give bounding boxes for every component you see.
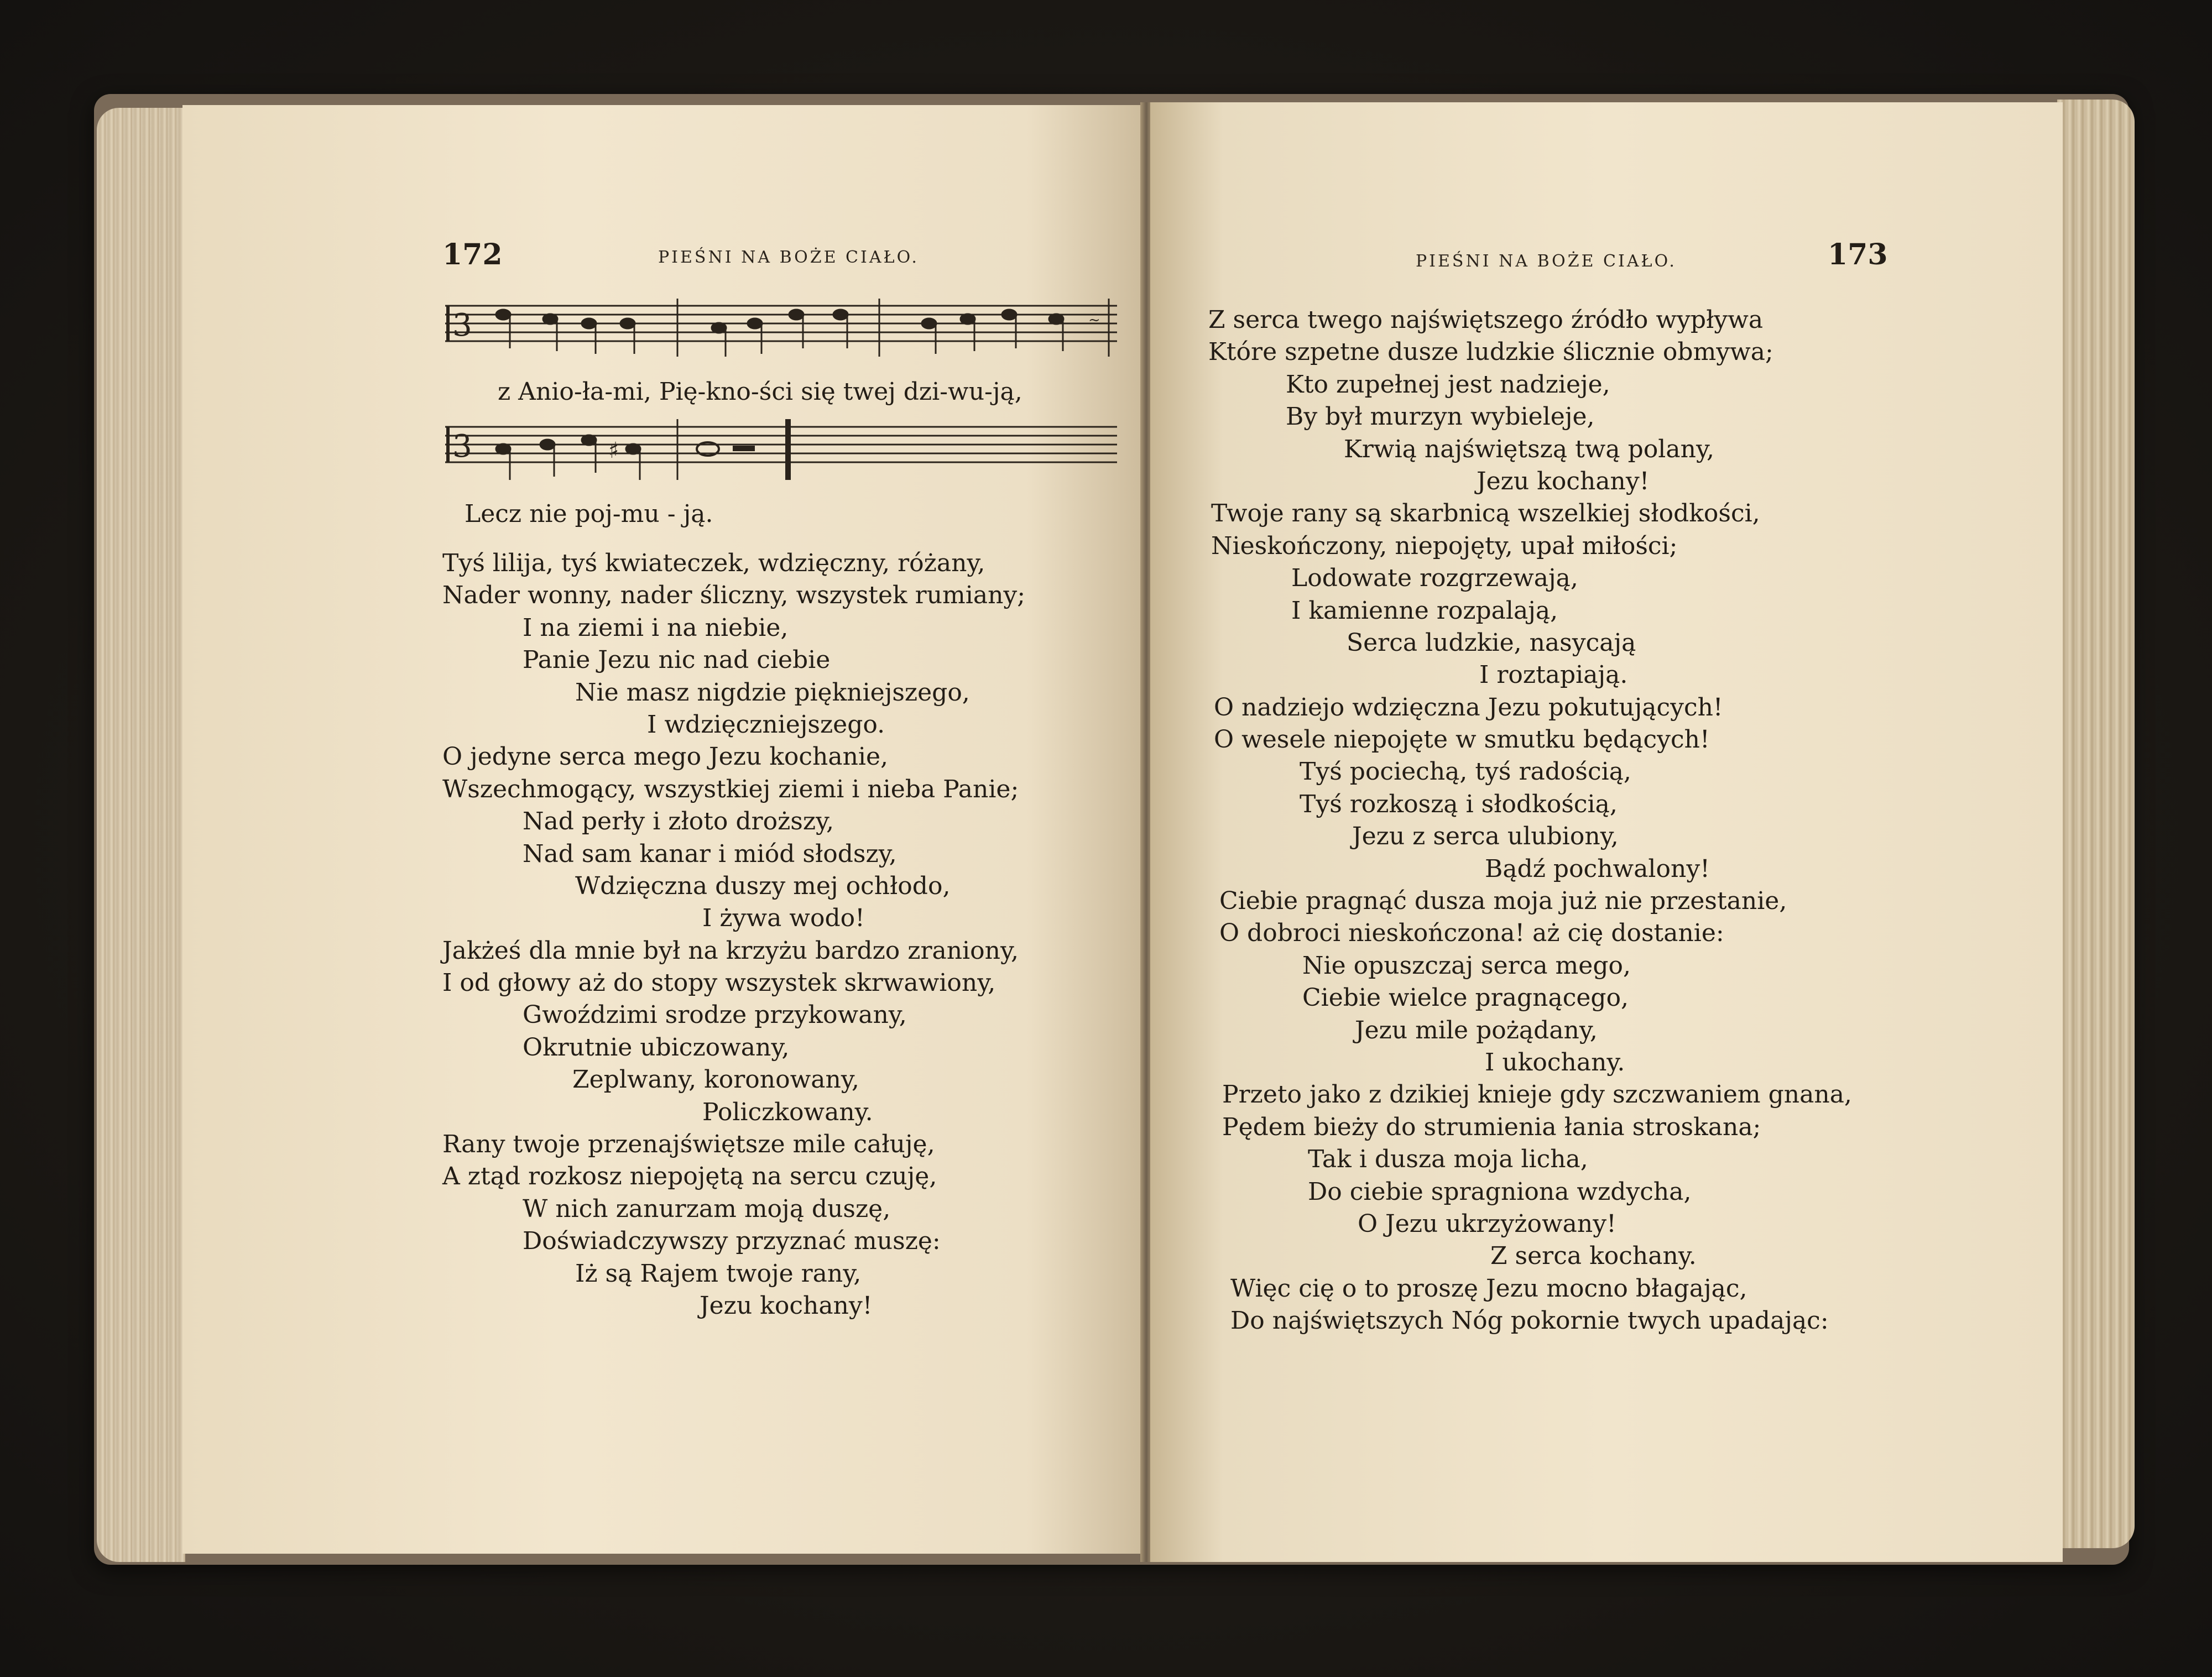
verse-line: Zeplwany, koronowany,	[572, 1065, 859, 1094]
svg-text:~: ~	[1088, 312, 1100, 328]
music-lyrics-1: z Anio-ła-mi, Pię-kno-ści się twej dzi-wu-ją,	[498, 378, 1022, 406]
verse-line: I na ziemi i na niebie,	[523, 613, 789, 642]
verse-line: Tyś pociechą, tyś radością,	[1300, 757, 1631, 786]
verse-line: Jezu kochany!	[1477, 467, 1650, 495]
verse-line: Okrutnie ubiczowany,	[523, 1033, 790, 1062]
verse-line: Do ciebie spragniona wzdycha,	[1308, 1177, 1692, 1206]
verse-line: Nie masz nigdzie piękniejszego,	[575, 678, 970, 707]
verse-line: O nadziejo wdzięczna Jezu pokutujących!	[1214, 693, 1723, 722]
verse-line: Które szpetne dusze ludzkie ślicznie obmywa;	[1208, 338, 1773, 367]
verse-line: Tyś rozkoszą i słodkością,	[1300, 790, 1618, 818]
verse-line: Krwią najświętszą twą polany,	[1344, 435, 1714, 463]
verse-line: Nie opuszczaj serca mego,	[1302, 951, 1631, 980]
left-verse-text	[442, 547, 1025, 1322]
verse-line: O Jezu ukrzyżowany!	[1358, 1209, 1616, 1238]
verse-line: Jezu mile pożądany,	[1355, 1016, 1598, 1044]
verse-line: O wesele niepojęte w smutku będących!	[1214, 725, 1710, 754]
verse-line: Z serca twego najświętszego źródło wypływa	[1208, 306, 1764, 334]
verse-line: Tyś lilija, tyś kwiateczek, wdzięczny, różany,	[442, 549, 985, 577]
verse-line: A ztąd rozkosz niepojętą na sercu czuję,	[442, 1162, 937, 1191]
verse-line: W nich zanurzam moją duszę,	[523, 1194, 891, 1223]
right-page-number: 173	[1828, 238, 1888, 271]
left-running-head: PIEŚNI NA BOŻE CIAŁO.	[658, 248, 919, 267]
svg-text:3: 3	[452, 307, 472, 343]
verse-line: Wdzięczna duszy mej ochłodo,	[575, 871, 951, 900]
right-running-head: PIEŚNI NA BOŻE CIAŁO.	[1416, 252, 1677, 271]
verse-line: I roztapiają.	[1479, 661, 1628, 689]
verse-line: Nader wonny, nader śliczny, wszystek rumiany;	[442, 581, 1026, 610]
verse-line: Jezu kochany!	[700, 1291, 873, 1320]
verse-line: Nieskończony, niepojęty, upał miłości;	[1211, 531, 1678, 560]
verse-line: Serca ludzkie, nasycają	[1347, 628, 1636, 657]
verse-line: Tak i dusza moja licha,	[1308, 1145, 1588, 1174]
verse-line: O dobroci nieskończona! aż cię dostanie:	[1219, 919, 1724, 948]
verse-line: Jezu z serca ulubiony,	[1352, 822, 1619, 851]
verse-line: Doświadczywszy przyznać muszę:	[523, 1227, 941, 1256]
verse-line: Z serca kochany.	[1490, 1242, 1697, 1271]
verse-line: Do najświętszych Nóg pokornie twych upadając:	[1230, 1307, 1829, 1335]
verse-line: Bądź pochwalony!	[1485, 854, 1710, 883]
verse-line: Więc cię o to proszę Jezu mocno błagając,	[1230, 1274, 1747, 1303]
verse-line: Panie Jezu nic nad ciebie	[523, 646, 831, 675]
svg-text:♯: ♯	[608, 438, 619, 463]
music-lyrics-2: Lecz nie poj-mu - ją.	[465, 500, 713, 528]
verse-line: Gwoździmi srodze przykowany,	[523, 1001, 907, 1030]
verse-line: I ukochany.	[1485, 1048, 1625, 1077]
verse-line: By był murzyn wybieleje,	[1286, 403, 1595, 431]
verse-line: Pędem bieży do strumienia łania stroskana;	[1222, 1112, 1761, 1141]
right-verse-text	[1206, 304, 1852, 1338]
left-page-number: 172	[442, 238, 503, 271]
verse-line: I kamienne rozpalają,	[1291, 596, 1558, 625]
verse-line: Nad perły i złoto droższy,	[523, 807, 834, 836]
verse-line: Twoje rany są skarbnicą wszelkiej słodkości,	[1211, 499, 1760, 528]
music-staff-2	[442, 415, 1120, 498]
verse-line: I od głowy aż do stopy wszystek skrwawiony,	[442, 969, 996, 997]
page-edges-right	[2057, 100, 2135, 1548]
verse-line: Iż są Rajem twoje rany,	[575, 1259, 862, 1288]
verse-line: Ciebie pragnąć dusza moja już nie przestanie,	[1219, 887, 1787, 916]
verse-line: O jedyne serca mego Jezu kochanie,	[442, 743, 889, 771]
music-staff-1	[442, 296, 1120, 373]
verse-line: Ciebie wielce pragnącego,	[1302, 984, 1629, 1012]
verse-line: I wdzięczniejszego.	[647, 710, 885, 739]
verse-line: Lodowate rozgrzewają,	[1291, 564, 1578, 593]
verse-line: I żywa wodo!	[702, 904, 865, 933]
verse-line: Rany twoje przenajświętsze mile całuję,	[442, 1130, 935, 1159]
verse-line: Jakżeś dla mnie był na krzyżu bardzo zraniony,	[442, 936, 1019, 965]
verse-line: Wszechmogący, wszystkiej ziemi i nieba Panie;	[442, 775, 1019, 803]
verse-line: Nad sam kanar i miód słodszy,	[523, 839, 897, 868]
verse-line: Policzkowany.	[702, 1098, 873, 1126]
verse-line: Przeto jako z dzikiej knieje gdy szczwaniem gnana,	[1222, 1080, 1852, 1109]
svg-text:3: 3	[452, 429, 472, 464]
page-edges-left	[97, 108, 185, 1562]
verse-line: Kto zupełnej jest nadzieje,	[1286, 370, 1610, 399]
